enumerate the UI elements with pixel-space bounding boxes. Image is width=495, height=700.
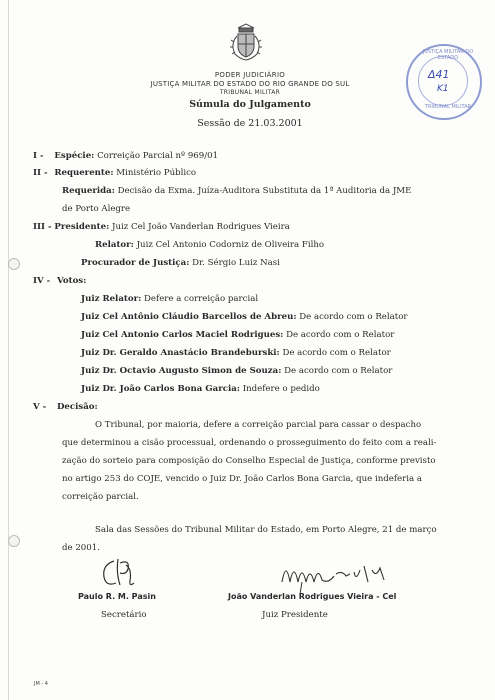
section-presidente	[33, 221, 290, 233]
vote-row	[81, 383, 320, 395]
president-signature	[276, 552, 396, 596]
procurador-value: Dr. Sérgio Luiz Nasi	[192, 258, 280, 268]
requerente-label: Requerente:	[54, 168, 114, 178]
numeral-ii: II -	[33, 168, 48, 178]
section-relator	[95, 239, 324, 251]
decisao-line: zação do sorteio para composição do Conselho Especial de Justiça, conforme previsto	[62, 456, 436, 466]
section-procurador	[81, 257, 280, 269]
sala-line: Sala das Sessões do Tribunal Militar do Estado, em Porto Alegre, 21 de março	[95, 525, 437, 535]
header-line-1: PODER JUDICIÁRIO	[214, 71, 286, 79]
vote-value: De acordo com o Relator	[282, 348, 391, 358]
footer-form-code: JM - 4	[34, 681, 48, 687]
vote-value: De acordo com o Relator	[284, 366, 393, 376]
stamp-handwritten-initials: K1	[437, 84, 449, 94]
president-role: Juiz Presidente	[262, 610, 328, 620]
presidente-label: Presidente:	[54, 222, 110, 232]
decisao-line: no artigo 253 do COJE, vencido o Juiz Dr. João Carlos Bona Garcia, que indeferia a	[62, 474, 422, 484]
numeral-i: I -	[33, 151, 44, 161]
punch-hole	[8, 535, 20, 547]
header-line-2: JUSTIÇA MILITAR DO ESTADO DO RIO GRANDE DO SUL	[150, 80, 350, 88]
decisao-line: O Tribunal, por maioria, defere a correição parcial para cassar o despacho	[95, 420, 422, 430]
vote-judge: Juiz Dr. Octavio Augusto Simon de Souza:	[81, 366, 282, 376]
vote-value: Defere a correição parcial	[144, 294, 259, 304]
section-requerente	[33, 167, 196, 179]
secretary-role: Secretário	[101, 610, 147, 620]
requerida-label: Requerida:	[62, 186, 115, 196]
vote-value: De acordo com o Relator	[286, 330, 395, 340]
stamp-top-text: JUSTIÇA MILITAR DO ESTADO	[422, 49, 474, 61]
session-date: Sessão de 21.03.2001	[197, 118, 303, 129]
requerente-value: Ministério Público	[116, 168, 197, 178]
header-line-3: TRIBUNAL MILITAR	[219, 89, 281, 96]
vote-judge: Juiz Dr. Geraldo Anastácio Brandeburski:	[81, 348, 280, 358]
vote-row	[81, 365, 392, 377]
vote-judge: Juiz Cel Antônio Cláudio Barcellos de Abreu:	[81, 312, 297, 322]
president-name: João Vanderlan Rodrigues Vieira - Cel	[228, 592, 397, 601]
requerida-value-cont: de Porto Alegre	[62, 204, 131, 214]
vote-row	[81, 347, 391, 359]
section-especie	[33, 150, 218, 162]
sala-line: de 2001.	[62, 543, 100, 553]
numeral-iv: IV -	[33, 276, 51, 286]
vote-value: De acordo com o Relator	[299, 312, 408, 322]
decisao-line: correição parcial.	[62, 492, 139, 502]
vote-row	[81, 311, 408, 323]
court-stamp-inner-ring	[418, 56, 468, 106]
vote-value: Indefere o pedido	[242, 384, 320, 394]
procurador-label: Procurador de Justiça:	[81, 258, 190, 268]
vote-judge: Juiz Relator:	[81, 294, 142, 304]
punch-hole	[8, 258, 20, 270]
vote-judge: Juiz Cel Antonio Carlos Maciel Rodrigues:	[81, 330, 284, 340]
document-title: Súmula do Julgamento	[189, 99, 311, 110]
secretary-signature	[96, 555, 146, 593]
decisao-label: Decisão:	[56, 402, 98, 412]
section-decisao	[33, 401, 98, 413]
relator-value: Juiz Cel Antonio Codorniz de Oliveira Filho	[136, 240, 325, 250]
presidente-value: Juiz Cel João Vanderlan Rodrigues Vieira	[112, 222, 290, 232]
relator-label: Relator:	[95, 240, 134, 250]
especie-value: Correição Parcial nº 969/01	[97, 151, 219, 161]
page-fold-line	[8, 0, 9, 700]
numeral-v: V -	[33, 402, 47, 412]
vote-row	[81, 293, 258, 305]
especie-label: Espécie:	[54, 151, 95, 161]
stamp-handwritten-number: Δ41	[428, 68, 450, 81]
section-votos	[33, 275, 86, 287]
vote-judge: Juiz Dr. João Carlos Bona Garcia:	[81, 384, 240, 394]
decisao-line: que determinou a cisão processual, ordenando o prosseguimento do feito com a reali-	[62, 438, 437, 448]
section-requerida	[62, 185, 411, 197]
vote-row	[81, 329, 394, 341]
stamp-bottom-text: TRIBUNAL MILITAR	[424, 104, 472, 110]
numeral-iii: III -	[33, 222, 52, 232]
secretary-name: Paulo R. M. Pasin	[78, 592, 156, 601]
coat-of-arms-icon	[229, 22, 263, 62]
requerida-value: Decisão da Exma. Juíza-Auditora Substituta da 1ª Auditoria da JME	[117, 186, 412, 196]
votos-label: Votos:	[56, 276, 87, 286]
